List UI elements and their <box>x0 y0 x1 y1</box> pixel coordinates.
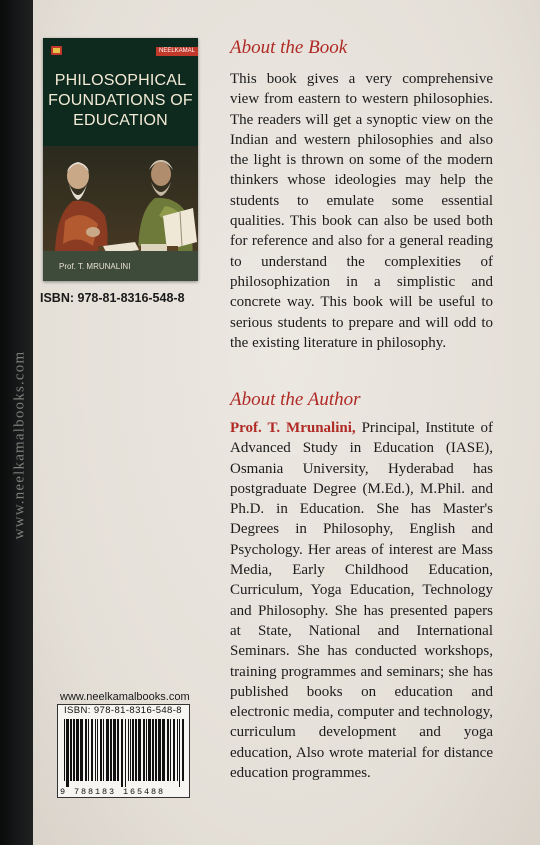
about-book-heading: About the Book <box>230 37 348 58</box>
barcode-bar <box>95 719 96 781</box>
thumbnail-title-line: FOUNDATIONS OF <box>48 92 193 109</box>
about-author-heading: About the Author <box>230 389 361 410</box>
barcode-bar <box>173 719 175 781</box>
barcode-bar <box>162 719 165 781</box>
barcode-bar <box>170 719 171 781</box>
author-bio: Principal, Institute of Advanced Study in Education (IASE), Osmania University, Hyderabad has postgraduate Degree (M.Ed.), M.Phil. and Ph.D. in Education. She has Master's Degrees in Philosophy, English and Psychology. Her areas of interest are Mass Media, Early Childhood Education, Curriculum, Yoga Education, Technology and Philosophy. She has presented papers at State, National and International Seminars. She has conducted workshops, training programmes and seminars; she has published books on education and electronic media, computer and technology, curriculum development and yoga education, Also wrote material for distance education programmes. <box>230 420 494 782</box>
barcode-bar <box>117 719 119 781</box>
barcode-bar <box>121 719 123 787</box>
barcode-bar <box>73 719 75 781</box>
barcode-bar <box>158 719 161 781</box>
barcode-bar <box>100 719 102 781</box>
publisher-logo-icon <box>51 46 62 55</box>
barcode-bar <box>85 719 87 781</box>
barcode-bar <box>66 719 69 787</box>
barcode-block <box>57 704 190 798</box>
spine-strip <box>0 0 33 845</box>
barcode-bar <box>132 719 134 781</box>
barcode-bar <box>152 719 154 781</box>
thumbnail-author: Prof. T. MRUNALINI <box>59 262 131 271</box>
barcode-bar <box>155 719 157 781</box>
barcode-bar <box>64 719 65 781</box>
isbn-label: ISBN: 978-81-8316-548-8 <box>40 291 185 305</box>
barcode-bar <box>138 719 141 781</box>
barcode-bar <box>88 719 89 781</box>
barcode-bar <box>103 719 104 781</box>
thumbnail-title-line: EDUCATION <box>73 112 168 129</box>
barcode-bar <box>113 719 116 781</box>
barcode-website: www.neelkamalbooks.com <box>60 691 190 703</box>
barcode-bar <box>110 719 112 781</box>
barcode-bar <box>148 719 151 781</box>
barcode-bar <box>125 719 126 787</box>
barcode-bar <box>91 719 93 781</box>
author-name: Prof. T. Mrunalini, <box>230 420 356 436</box>
barcode-bar <box>128 719 129 781</box>
barcode-bar <box>179 719 180 787</box>
barcode-bar <box>76 719 79 781</box>
barcode-bar <box>70 719 72 781</box>
thumbnail-title-line: PHILOSOPHICAL <box>54 72 187 89</box>
barcode-bars <box>62 719 185 787</box>
barcode-bar <box>80 719 83 781</box>
thumbnail-title <box>43 71 198 131</box>
cover-thumbnail <box>43 38 198 281</box>
spine-website-text: www.neelkamalbooks.com <box>11 350 28 540</box>
barcode-bar <box>143 719 145 781</box>
philosophers-painting <box>43 146 198 268</box>
barcode-bar <box>106 719 109 781</box>
barcode-isbn: ISBN: 978-81-8316-548-8 <box>64 705 182 716</box>
barcode-bar <box>182 719 184 781</box>
barcode-digits: 9 788183 165488 <box>60 787 187 797</box>
thumbnail-author-band <box>43 251 198 281</box>
thumbnail-publisher: NEELKAMAL <box>156 47 198 56</box>
barcode-bar <box>146 719 147 781</box>
about-book-text: This book gives a very comprehensive view from eastern to western philosophies. The readers will get a synoptic view on the Indian and western philosophies and also the light is thrown on some of the modern thinkers whose ideologies may help the students to emulate some essential qualities. This book can also be used both for reference and also for a general reading to understand the complexities of philosophization in a simplistic and concrete way. This book will be useful to serious students to prepare and will odd to the existing literature in philosophy. <box>230 71 493 351</box>
barcode-bar <box>167 719 169 781</box>
about-author-text <box>230 418 493 783</box>
barcode-bar <box>177 719 178 781</box>
barcode-bar <box>135 719 137 781</box>
barcode-bar <box>130 719 131 781</box>
barcode-bar <box>97 719 98 781</box>
